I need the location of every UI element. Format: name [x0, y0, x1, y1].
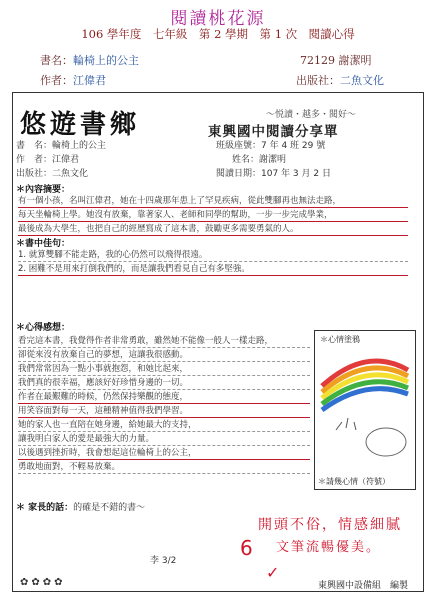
good-lines [18, 248, 408, 276]
content-line: 最後成為大學生，也把自己的經歷寫成了這本書，鼓勵更多需要勇氣的人。 [18, 222, 408, 236]
field-publisher [16, 166, 88, 179]
field-author-value: 江偉君 [52, 155, 80, 165]
page-title: 閱讀桃花源 [170, 9, 266, 29]
thought-line: 勇敢地面對，不輕易放棄。 [18, 460, 310, 474]
section-good: ＊書中佳句： [16, 239, 71, 249]
rainbow-doodle [316, 346, 414, 472]
book-label: 書名： [40, 54, 73, 67]
grade-score: 6 [240, 536, 253, 560]
sheet-title: 東興國中閱讀分享單 [208, 124, 339, 140]
thought-line: 以後遇到挫折時，我會想起這位輪椅上的公主， [18, 446, 310, 460]
semester-info: 106 學年度 七年級 第 2 學期 第 1 次 閱讀心得 [81, 27, 355, 41]
student-code: 72129 謝潔明 [300, 54, 372, 67]
section-parent [16, 500, 145, 513]
book-row [40, 52, 139, 68]
field-class [216, 138, 325, 151]
field-name [232, 152, 286, 165]
publisher-label: 出版社： [296, 74, 340, 87]
footer-decoration: ✿✿✿✿ [20, 577, 66, 588]
section-content: ＊內容摘要： [16, 185, 71, 195]
thought-lines [18, 334, 310, 474]
thought-line: 用笑容面對每一天，這種精神值得我們學習。 [18, 404, 310, 418]
field-date-label: 閱讀日期： [216, 169, 262, 179]
field-publisher-value: 二魚文化 [52, 169, 89, 179]
checkmark-icon: ✓ [266, 563, 280, 582]
content-line: 每天坐輪椅上學。她沒有放棄，靠著家人、老師和同學的幫助，一步一步完成學業， [18, 208, 408, 222]
field-publisher-label: 出版社： [16, 169, 53, 179]
mood-label: ＊心情塗鴉 [320, 335, 360, 344]
parent-comment: 的確是不錯的書～ [73, 503, 146, 513]
field-class-value: 7 年 4 班 29 號 [261, 141, 326, 151]
thought-line: 讓我明白家人的愛是最強大的力量。 [18, 432, 310, 446]
field-name-value: 謝潔明 [259, 155, 287, 165]
footer-credit: 東興國中設備組 編製 [318, 581, 409, 591]
section-thoughts: ＊心得感想： [16, 323, 71, 333]
teacher-comment-1: 開頭不俗，情感細膩 [258, 517, 402, 533]
field-name-label: 姓名： [232, 155, 260, 165]
mood-footer: ＊請幾心情（符號） [318, 477, 390, 486]
author-name: 江偉君 [73, 74, 106, 87]
teacher-signature: 李 3/2 [150, 556, 177, 566]
teacher-comment-2: 文筆流暢優美。 [276, 540, 382, 555]
good-line: 1. 就算雙腳不能走路，我的心仍然可以飛得很遠。 [18, 248, 408, 262]
field-date [216, 166, 331, 179]
field-author [16, 152, 79, 165]
field-class-label: 班級座號： [216, 141, 262, 151]
author-row [40, 72, 106, 88]
field-book-value: 輪椅上的公主 [52, 141, 107, 151]
author-label: 作者： [40, 74, 73, 87]
content-line: 有一個小孩，名叫江偉君，她在十四歲那年患上了罕見疾病，從此雙腳再也無法走路， [18, 194, 408, 208]
good-line: 2. 困難不是用來打倒我們的，而是讓我們看見自己有多堅強。 [18, 262, 408, 276]
thought-line: 作者在最艱難的時候，仍然保持樂觀的態度， [18, 390, 310, 404]
book-title: 輪椅上的公主 [73, 54, 139, 67]
thought-line: 看完這本書，我覺得作者非常勇敢，雖然她不能像一般人一樣走路， [18, 334, 310, 348]
slogan: ～悦讀・越多・閱好～ [266, 110, 357, 120]
thought-line: 她的家人也一直陪在她身邊，給她最大的支持， [18, 418, 310, 432]
publisher-row [296, 72, 384, 88]
thought-line: 我們常常因為一點小事就抱怨，和她比起來， [18, 362, 310, 376]
field-book-label: 書 名： [16, 141, 53, 151]
publisher-name: 二魚文化 [340, 74, 384, 87]
field-book [16, 138, 106, 151]
field-date-value: 107 年 3 月 2 日 [261, 169, 331, 179]
thought-line: 我們真的很幸福，應該好好珍惜身邊的一切。 [18, 376, 310, 390]
parent-label: ＊ 家長的話： [16, 503, 74, 513]
content-lines [18, 194, 408, 236]
brand-logo: 悠遊書鄉 [20, 110, 141, 140]
field-author-label: 作 者： [16, 155, 53, 165]
thought-line: 卻從來沒有放棄自己的夢想，這讓我很感動。 [18, 348, 310, 362]
